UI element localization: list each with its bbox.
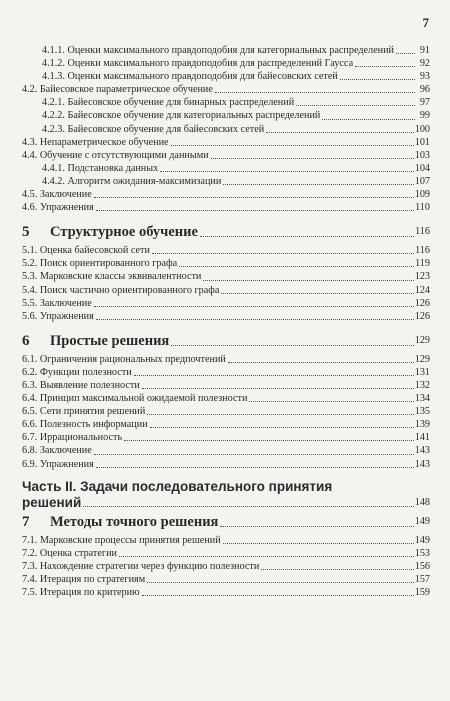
entry-title: 7.5. Итерация по критерию (22, 587, 140, 598)
page-number: 7 (422, 15, 429, 30)
toc-entry[interactable] (22, 257, 430, 270)
entry-title: 5.1. Оценка байесовской сети (22, 245, 150, 257)
page-ref: 157 (414, 573, 430, 585)
page-ref: 119 (415, 258, 430, 270)
entry-title: 6.3. Выявление полезности (22, 379, 140, 391)
toc-entry[interactable] (22, 534, 430, 547)
page-ref: 116 (415, 226, 430, 238)
toc-entry[interactable] (22, 379, 430, 392)
page-ref: 129 (414, 353, 430, 365)
leader-dots (211, 158, 414, 159)
toc-entry[interactable] (22, 458, 430, 471)
table-of-contents (22, 44, 430, 599)
entry-title: 6.8. Заключение (22, 445, 92, 457)
toc-entry[interactable] (22, 44, 430, 57)
part-heading-line2[interactable] (22, 495, 430, 511)
leader-dots (134, 375, 414, 376)
section-4-entries (22, 44, 430, 214)
entry-title: 5.2. Поиск ориентированного графа (22, 258, 178, 270)
entry-title: 4.2. Байесовское параметрическое обучение (22, 84, 213, 96)
page-ref: 129 (414, 334, 430, 346)
entry-title: 4.2.3. Байесовское обучение для байесовских сетей (42, 123, 265, 135)
page-ref: 149 (414, 515, 430, 527)
page-ref: 93 (419, 71, 430, 83)
toc-entry[interactable] (22, 405, 430, 418)
chapter-heading[interactable] (22, 513, 430, 531)
page-ref: 126 (414, 310, 430, 322)
page-ref: 149 (414, 534, 430, 546)
toc-entry[interactable] (22, 96, 430, 109)
toc-entry[interactable] (22, 162, 430, 175)
leader-dots (296, 105, 415, 106)
entry-title: 4.2.2. Байесовское обучение для категориальных распределений (42, 110, 321, 122)
leader-dots (94, 197, 414, 198)
toc-entry[interactable] (22, 175, 430, 188)
leader-dots (96, 210, 414, 211)
toc-entry[interactable] (22, 123, 430, 136)
toc-entry[interactable] (22, 392, 430, 405)
toc-entry[interactable] (22, 188, 430, 201)
entry-title: 5.3. Марковские классы эквивалентности (22, 271, 202, 283)
leader-dots (340, 79, 415, 80)
entry-title: 7.1. Марковские процессы принятия решений (22, 534, 221, 546)
leader-dots (142, 595, 414, 596)
page-ref: 96 (419, 84, 430, 96)
entry-title: 7.2. Оценка стратегии (22, 547, 117, 559)
entry-title: 5.6. Упражнения (22, 310, 94, 322)
toc-entry[interactable] (22, 297, 430, 310)
entry-title: 4.1.3. Оценки максимального правдоподобия для байесовских сетей (42, 71, 338, 83)
leader-dots (322, 119, 415, 120)
page-ref: 143 (414, 458, 430, 470)
entry-title: 7.4. Итерация по стратегиям (22, 573, 146, 585)
leader-dots (96, 319, 414, 320)
toc-entry[interactable] (22, 353, 430, 366)
entry-title: 6.7. Иррациональность (22, 432, 123, 444)
leader-dots (228, 362, 414, 363)
toc-entry[interactable] (22, 444, 430, 457)
leader-dots (223, 543, 414, 544)
toc-entry[interactable] (22, 244, 430, 257)
chapter-heading[interactable] (22, 332, 430, 350)
toc-entry[interactable] (22, 57, 430, 70)
leader-dots (266, 132, 413, 133)
leader-dots (96, 467, 414, 468)
entry-title: 4.1.1. Оценки максимального правдоподобия для категориальных распределений (42, 45, 394, 56)
toc-entry[interactable] (22, 83, 430, 96)
page-ref: 110 (415, 202, 430, 214)
chapter-number: 7 (22, 513, 30, 530)
page-ref: 134 (414, 393, 430, 405)
part-heading-text: решений (22, 494, 82, 510)
page-ref: 156 (414, 560, 430, 572)
leader-dots (147, 582, 414, 583)
toc-entry[interactable] (22, 70, 430, 83)
entry-title: 5.5. Заключение (22, 297, 92, 309)
leader-dots (221, 293, 413, 294)
entry-title: 6.1. Ограничения рациональных предпочтений (22, 353, 226, 365)
leader-dots (203, 280, 413, 281)
leader-dots (179, 266, 414, 267)
page-ref: 153 (414, 547, 430, 559)
toc-entry[interactable] (22, 560, 430, 573)
page-ref: 104 (414, 162, 430, 174)
entry-title: 6.6. Полезность информации (22, 419, 148, 431)
entry-title: 4.3. Непараметрическое обучение (22, 136, 169, 148)
toc-entry[interactable] (22, 270, 430, 283)
leader-dots (261, 569, 413, 570)
page-ref: 109 (414, 189, 430, 201)
toc-entry[interactable] (22, 201, 430, 214)
toc-entry[interactable] (22, 573, 430, 586)
page-ref: 148 (414, 496, 430, 508)
leader-dots (160, 171, 414, 172)
leader-dots (142, 388, 414, 389)
entry-title: 4.2.1. Байесовское обучение для бинарных распределений (42, 97, 295, 109)
chapter-number: 5 (22, 224, 30, 241)
entry-title: 6.2. Функции полезности (22, 366, 132, 378)
page-ref: 123 (414, 271, 430, 283)
entry-title: 6.9. Упражнения (22, 458, 94, 470)
toc-entry[interactable] (22, 431, 430, 444)
leader-dots (94, 306, 414, 307)
leader-dots (94, 454, 414, 455)
entry-title: 6.4. Принцип максимальной ожидаемой полезности (22, 393, 248, 405)
page-ref: 132 (414, 379, 430, 391)
entry-title: 4.4. Обучение с отсутствующими данными (22, 149, 209, 161)
leader-dots (355, 66, 415, 67)
leader-dots (200, 236, 414, 237)
page-ref: 99 (419, 110, 430, 122)
leader-dots (150, 427, 414, 428)
page-ref: 107 (414, 175, 430, 187)
page-ref: 116 (415, 245, 430, 257)
toc-entry[interactable] (22, 310, 430, 323)
page-ref: 159 (414, 587, 430, 598)
entry-title: 7.3. Нахождение стратегии через функцию полезности (22, 560, 260, 572)
chapter-5-entries (22, 244, 430, 323)
leader-dots (147, 414, 413, 415)
leader-dots (124, 440, 414, 441)
page-ref: 97 (419, 97, 430, 109)
toc-entry[interactable] (22, 109, 430, 122)
chapter-number: 6 (22, 332, 30, 349)
page-ref: 126 (414, 297, 430, 309)
toc-entry[interactable] (22, 136, 430, 149)
chapter-title: Структурное обучение (50, 224, 198, 241)
part-heading-line1[interactable]: Часть II. Задачи последовательного принятия (22, 478, 333, 494)
chapter-title: Методы точного решения (50, 513, 219, 530)
entry-title: 4.4.1. Подстановка данных (42, 162, 159, 174)
page-ref: 100 (414, 123, 430, 135)
page-ref: 139 (414, 419, 430, 431)
entry-title: 4.4.2. Алгоритм ожидания-максимизации (42, 175, 222, 187)
leader-dots (215, 92, 415, 93)
entry-title: 4.5. Заключение (22, 189, 92, 201)
leader-dots (171, 145, 414, 146)
entry-title: 4.1.2. Оценки максимального правдоподобия для распределений Гаусса (42, 58, 354, 70)
toc-entry[interactable] (22, 284, 430, 297)
page-ref: 143 (414, 445, 430, 457)
chapter-7-entries (22, 534, 430, 599)
toc-entry[interactable] (22, 547, 430, 560)
page-ref: 103 (414, 149, 430, 161)
leader-dots (396, 53, 415, 54)
chapter-title: Простые решения (50, 332, 170, 349)
leader-dots (83, 506, 413, 507)
chapter-heading[interactable] (22, 223, 430, 241)
page-ref: 92 (419, 58, 430, 70)
leader-dots (152, 253, 414, 254)
page-ref: 91 (419, 45, 430, 56)
leader-dots (119, 556, 414, 557)
entry-title: 5.4. Поиск частично ориентированного графа (22, 284, 220, 296)
page-ref: 135 (414, 406, 430, 418)
toc-entry[interactable] (22, 366, 430, 379)
chapter-6-entries (22, 353, 430, 471)
page-ref: 141 (414, 432, 430, 444)
page-ref: 101 (414, 136, 430, 148)
toc-entry[interactable] (22, 418, 430, 431)
entry-title: 6.5. Сети принятия решений (22, 406, 146, 418)
toc-entry[interactable] (22, 586, 430, 599)
leader-dots (249, 401, 413, 402)
leader-dots (171, 345, 413, 346)
page-ref: 124 (414, 284, 430, 296)
entry-title: 4.6. Упражнения (22, 202, 94, 214)
leader-dots (220, 526, 413, 527)
leader-dots (223, 184, 413, 185)
toc-entry[interactable] (22, 149, 430, 162)
page-ref: 131 (414, 366, 430, 378)
